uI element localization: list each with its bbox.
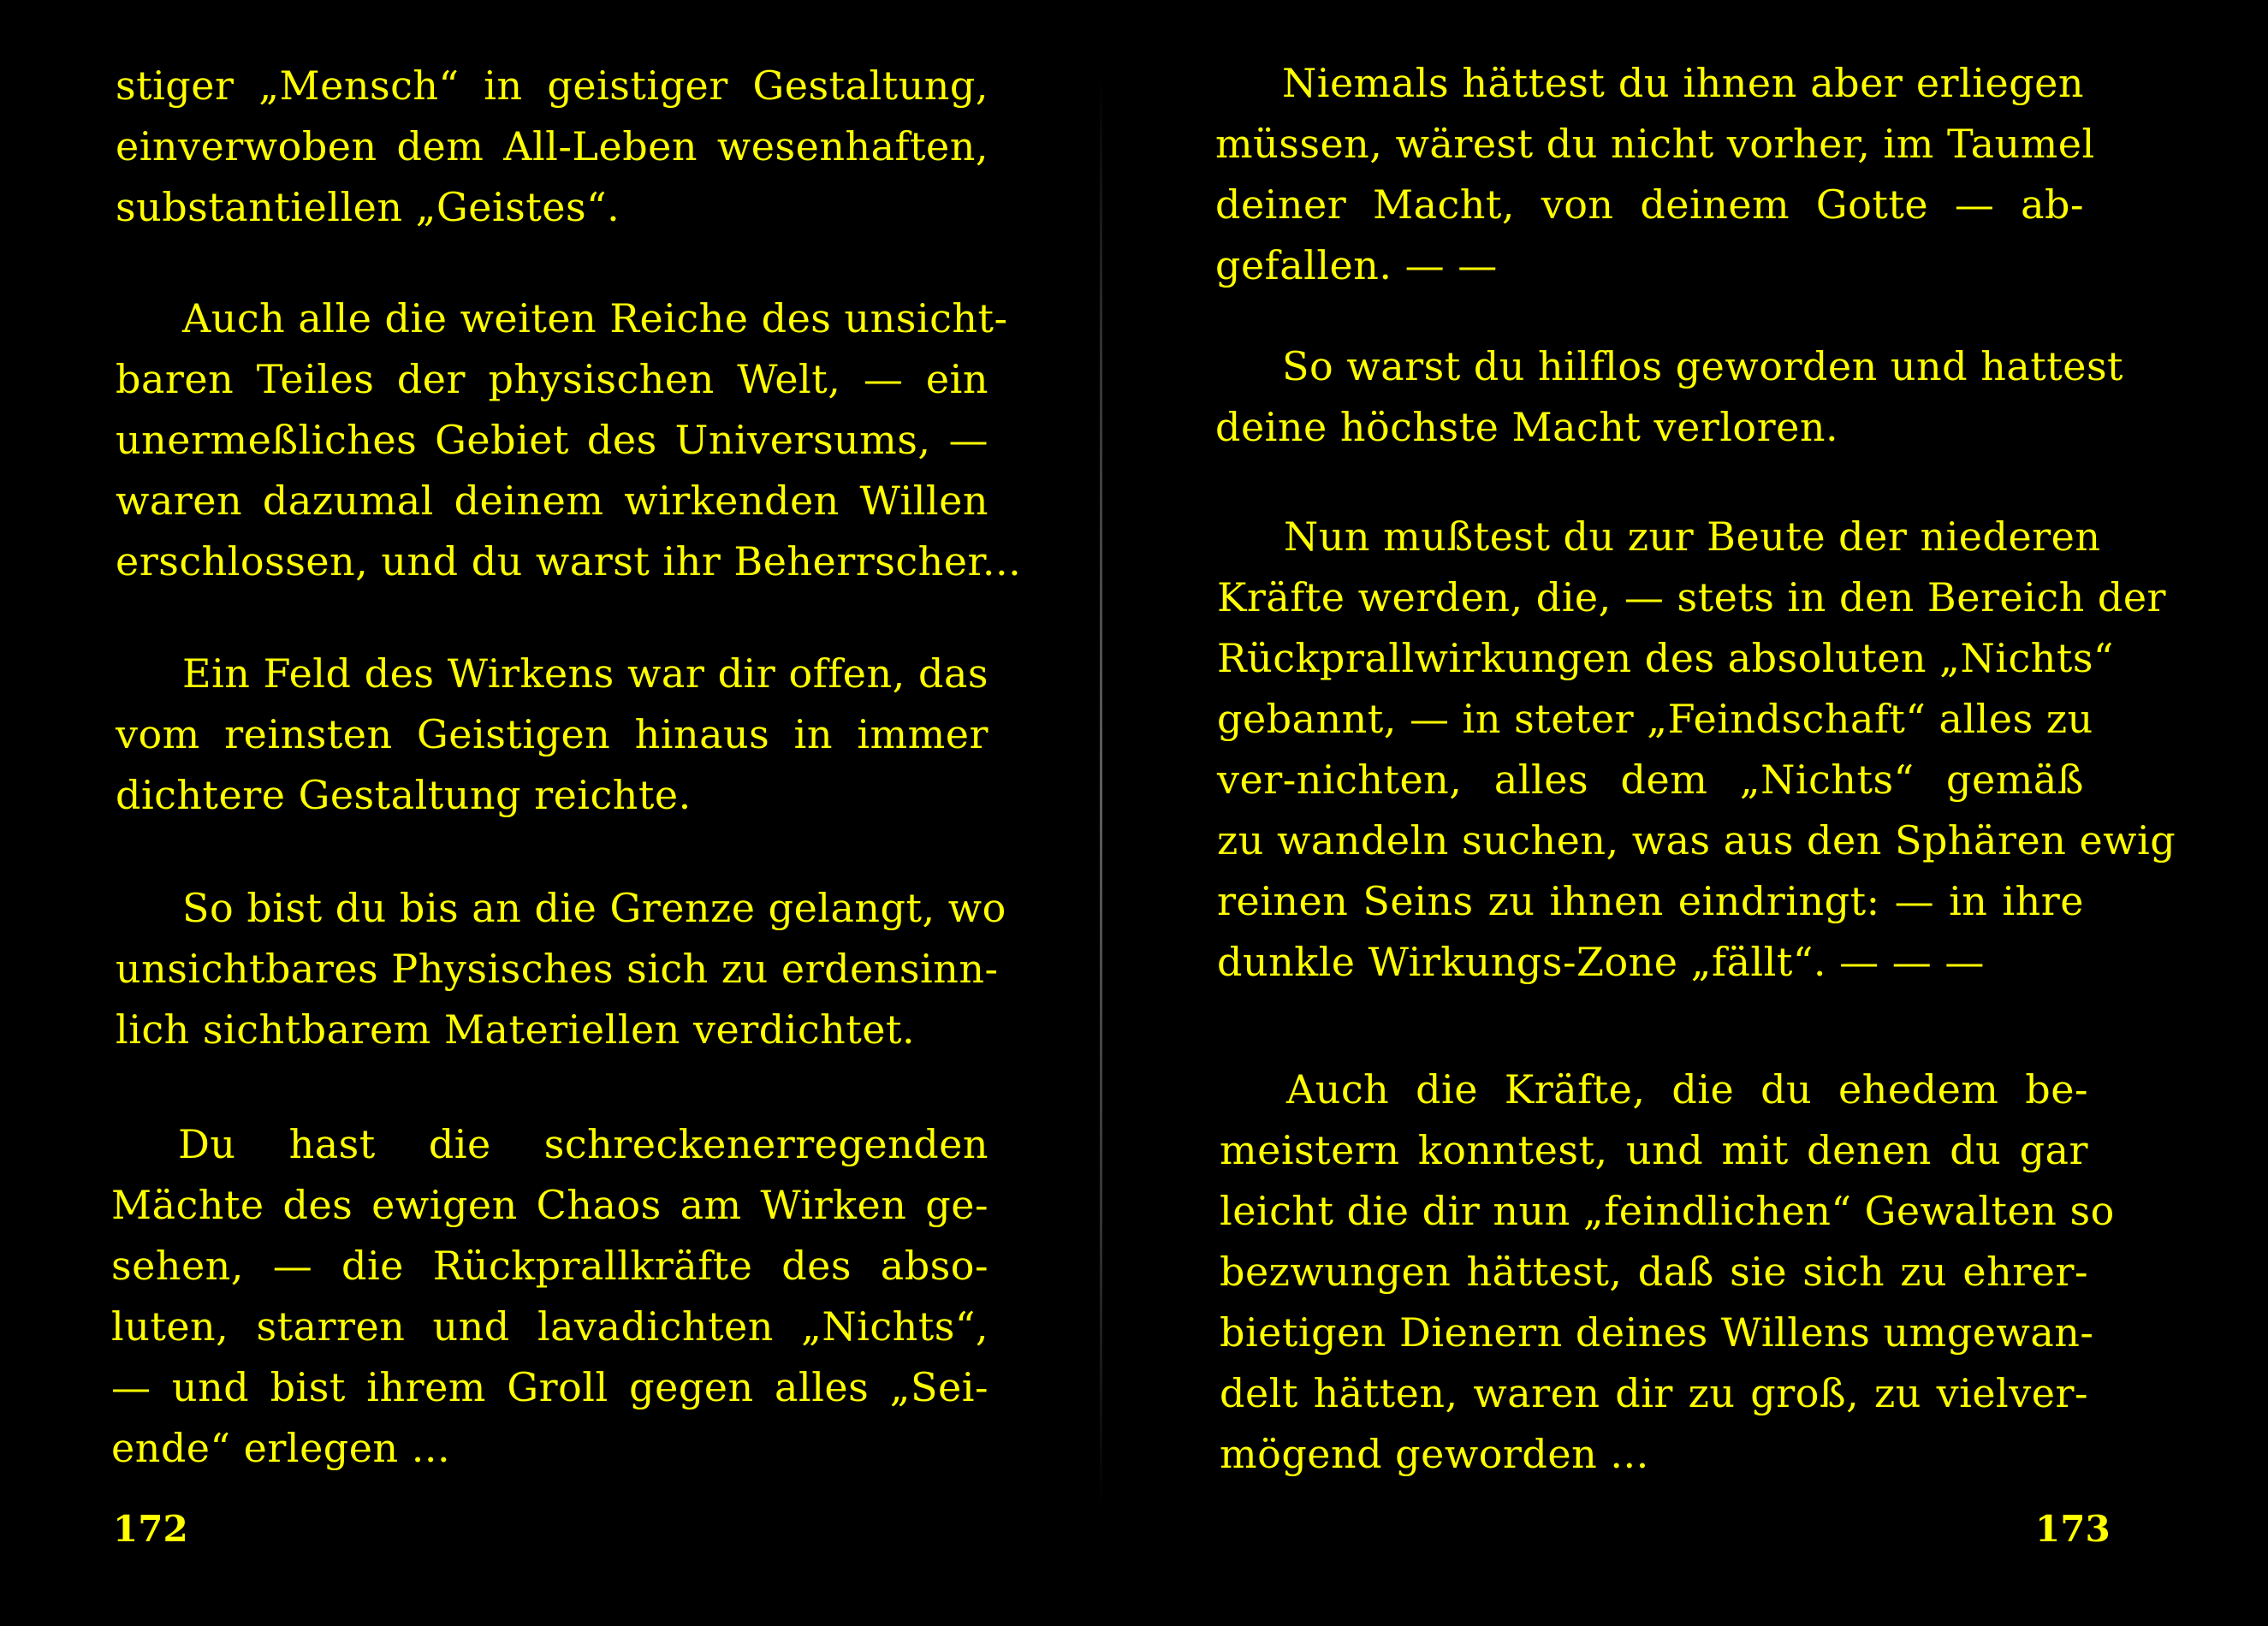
text-line: reinen Seins zu ihnen eindringt: — in ihre	[1217, 878, 2084, 924]
paragraph	[116, 56, 989, 238]
text-line: Auch alle die weiten Reiche des unsicht-	[182, 295, 1008, 341]
text-line: deiner Macht, von deinem Gotte — ab-	[1215, 181, 2084, 228]
text-line: erschlossen, und du warst ihr Beherrscher...	[116, 538, 1022, 585]
page-number: 173	[2035, 1508, 2111, 1550]
text-line: meistern konntest, und mit denen du gar	[1220, 1127, 2088, 1173]
text-line: Auch die Kräfte, die du ehedem be-	[1286, 1066, 2088, 1113]
text-line: dichtere Gestaltung reichte.	[116, 772, 692, 818]
text-line: So bist du bis an die Grenze gelangt, wo	[182, 885, 1006, 931]
text-line: Kräfte werden, die, — stets in den Bereich der	[1217, 574, 2167, 620]
text-line: Mächte des ewigen Chaos am Wirken ge-	[111, 1182, 989, 1228]
text-line: sehen, — die Rückprallkräfte des abso-	[111, 1243, 989, 1289]
text-line: gefallen. — —	[1215, 242, 1498, 288]
text-line: Niemals hättest du ihnen aber erliegen	[1282, 60, 2084, 106]
text-line: stiger „Mensch“ in geistiger Gestaltung,	[116, 62, 989, 109]
paragraph	[1215, 53, 2095, 296]
page-number: 172	[113, 1508, 188, 1550]
paragraph	[1220, 1059, 2115, 1485]
text-line: — und bist ihrem Groll gegen alles „Sei-	[111, 1364, 989, 1410]
text-line: ende“ erlegen ...	[111, 1425, 451, 1471]
text-line: bezwungen hättest, daß sie sich zu ehrer-	[1220, 1249, 2088, 1295]
text-line: dunkle Wirkungs-Zone „fällt“. — — —	[1217, 939, 1985, 985]
text-line: Ein Feld des Wirkens war dir offen, das	[182, 650, 989, 697]
text-line: leicht die dir nun „feindlichen“ Gewalten so	[1220, 1188, 2115, 1234]
text-line: Nun mußtest du zur Beute der niederen	[1284, 513, 2101, 560]
left-page	[0, 0, 1104, 1626]
text-line: vom reinsten Geistigen hinaus in immer	[116, 711, 989, 757]
right-page	[1104, 0, 2268, 1626]
text-line: unsichtbares Physisches sich zu erdensinn-	[116, 946, 999, 992]
paragraph	[1215, 336, 2124, 458]
text-line: müssen, wärest du nicht vorher, im Taumel	[1215, 121, 2095, 167]
text-line: lich sichtbarem Materiellen verdichtet.	[116, 1006, 916, 1053]
text-line: einverwoben dem All-Leben wesenhaften,	[116, 123, 989, 169]
paragraph	[1217, 507, 2176, 993]
text-line: gebannt, — in steter „Feindschaft“ alles zu	[1217, 696, 2093, 742]
paragraph	[111, 1114, 989, 1479]
paragraph	[116, 644, 989, 826]
text-line: baren Teiles der physischen Welt, — ein	[116, 356, 989, 402]
text-line: unermeßliches Gebiet des Universums, —	[116, 417, 989, 463]
paragraph	[116, 878, 1006, 1060]
text-line: waren dazumal deinem wirkenden Willen	[116, 478, 989, 524]
text-line: deine höchste Macht verloren.	[1215, 404, 1839, 450]
text-line: bietigen Dienern deines Willens umgewan-	[1220, 1309, 2094, 1356]
text-line: ver-nichten, alles dem „Nichts“ gemäß	[1217, 757, 2084, 803]
text-line: mögend geworden ...	[1220, 1431, 1649, 1477]
text-line: Du hast die schreckenerregenden	[178, 1121, 989, 1167]
book-gutter	[1100, 77, 1102, 1506]
text-line: zu wandeln suchen, was aus den Sphären ewig	[1217, 817, 2176, 863]
text-line: delt hätten, waren dir zu groß, zu vielver-	[1220, 1370, 2088, 1416]
paragraph	[116, 288, 1022, 592]
text-line: Rückprallwirkungen des absoluten „Nichts“	[1217, 635, 2114, 681]
text-line: So warst du hilflos geworden und hattest	[1282, 343, 2124, 389]
text-line: luten, starren und lavadichten „Nichts“,	[111, 1303, 989, 1350]
text-line: substantiellen „Geistes“.	[116, 184, 620, 230]
